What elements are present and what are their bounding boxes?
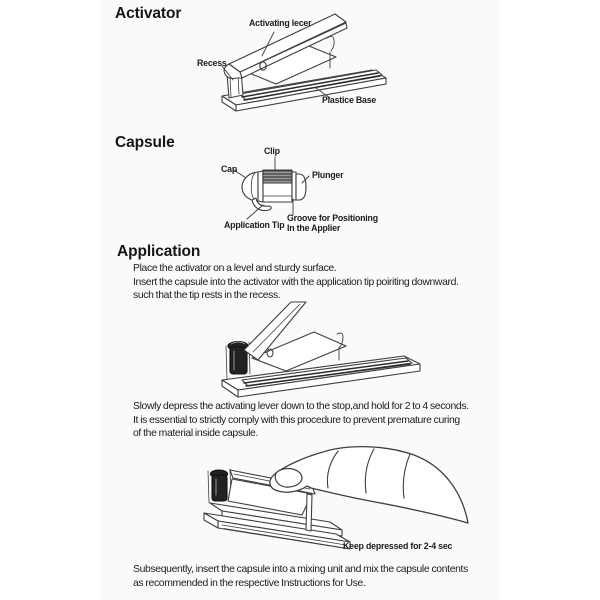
plastic-base-label: Plastice Base bbox=[322, 95, 377, 105]
keep-depressed-caption: Keep depressed for 2-4 sec bbox=[343, 541, 453, 551]
capsule-flange bbox=[292, 172, 296, 200]
para2-line2: It is essential to strictly comply with this procedure to prevent premature curing bbox=[133, 414, 460, 426]
capsule-body-dark bbox=[212, 475, 227, 501]
para2-line3: of the material inside capsule. bbox=[133, 428, 259, 439]
para2-line1: Slowly depress the activating lever down to the stop,and hold for 2 to 4 seconds. bbox=[133, 401, 469, 412]
groove-label-line1: Groove for Positioning bbox=[287, 213, 378, 223]
activator-with-capsule-figure bbox=[196, 300, 436, 400]
capsule-plunger bbox=[296, 174, 306, 200]
clip-label: Clip bbox=[264, 146, 280, 156]
activator-heading: Activator bbox=[115, 5, 182, 22]
para1-line2: Insert the capsule into the activator with the application tip poiriting downward. bbox=[133, 276, 459, 288]
capsule-cap bbox=[242, 172, 258, 201]
thumb-tip bbox=[275, 469, 302, 488]
plunger-label: Plunger bbox=[312, 170, 344, 180]
application-heading: Application bbox=[117, 243, 201, 260]
recess-label: Recess bbox=[197, 58, 227, 68]
activating-lever-label: Activating lecer bbox=[249, 18, 312, 28]
para1-line1: Place the activator on a level and sturdy surface. bbox=[133, 263, 337, 274]
para3-line1: Subsequently, insert the capsule into a mixing unit and mix the capsule contents bbox=[133, 564, 468, 575]
capsule-body-dark bbox=[230, 347, 247, 374]
groove-label-line2: In the Applier bbox=[287, 222, 341, 233]
lever-rod bbox=[306, 494, 312, 531]
hook-curve bbox=[327, 36, 334, 51]
capsule-neck bbox=[258, 171, 263, 202]
application-tip-label: Application Tip bbox=[224, 220, 285, 230]
para1-line3: such that the tip rests in the recess. bbox=[133, 290, 281, 301]
cap-label: Cap bbox=[221, 164, 238, 174]
capsule-heading: Capsule bbox=[115, 134, 175, 151]
groove-label bbox=[287, 214, 378, 233]
para3-line2: as recommended in the respective Instructions for Use. bbox=[133, 577, 366, 589]
